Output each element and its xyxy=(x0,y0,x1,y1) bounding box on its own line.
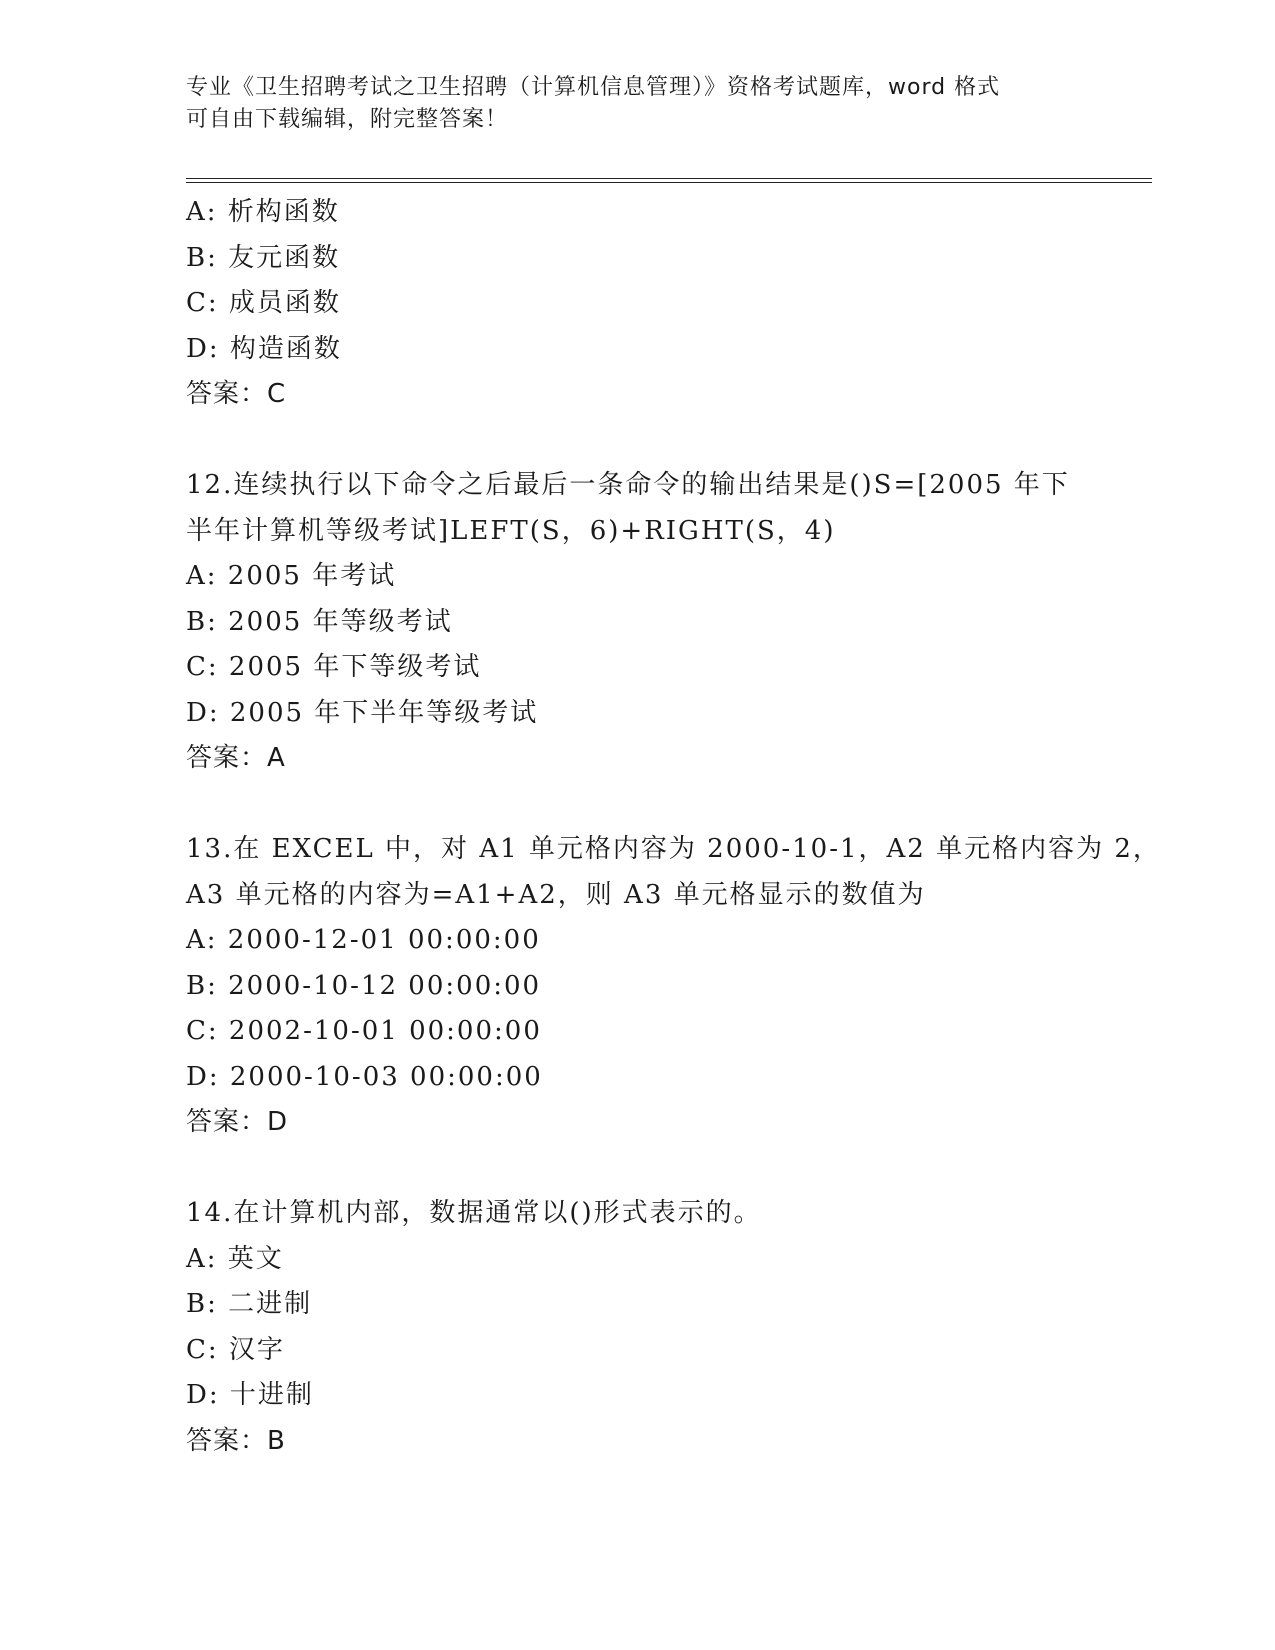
question-stem: 14.在计算机内部，数据通常以()形式表示的。 xyxy=(186,1198,762,1228)
document-header xyxy=(186,72,1086,136)
question-13 xyxy=(186,827,1161,1146)
question-stem: A3 单元格的内容为=A1+A2，则 A3 单元格显示的数值为 xyxy=(186,879,926,910)
option-d: D: 2005 年下半年等级考试 xyxy=(186,697,539,728)
question-12 xyxy=(186,463,1146,782)
question-list xyxy=(186,190,1161,1464)
header-line-2: 可自由下载编辑，附完整答案！ xyxy=(186,107,509,132)
option-b: B: 友元函数 xyxy=(186,242,341,273)
answer-line: 答案：D xyxy=(186,1107,289,1137)
answer-line: 答案：C xyxy=(186,379,287,409)
question-11-continued xyxy=(186,190,1146,418)
option-a: A: 2005 年考试 xyxy=(186,561,397,591)
option-d: D: 2000-10-03 00:00:00 xyxy=(186,1061,543,1092)
option-c: C: 2005 年下等级考试 xyxy=(186,652,482,682)
question-stem: 半年计算机等级考试]LEFT(S，6)+RIGHT(S，4) xyxy=(186,515,836,546)
option-a: A: 析构函数 xyxy=(186,197,340,227)
header-line-1: 专业《卫生招聘考试之卫生招聘（计算机信息管理）》资格考试题库，word 格式 xyxy=(186,75,1001,100)
question-14 xyxy=(186,1191,1146,1464)
answer-line: 答案：B xyxy=(186,1425,286,1456)
option-b: B: 2005 年等级考试 xyxy=(186,606,453,637)
option-c: C: 2002-10-01 00:00:00 xyxy=(186,1016,542,1046)
option-c: C: 成员函数 xyxy=(186,288,341,318)
option-a: A: 英文 xyxy=(186,1243,284,1274)
option-c: C: 汉字 xyxy=(186,1334,285,1365)
option-a: A: 2000-12-01 00:00:00 xyxy=(186,925,541,955)
option-d: D: 十进制 xyxy=(186,1380,314,1410)
option-d: D: 构造函数 xyxy=(186,333,342,364)
answer-line: 答案：A xyxy=(186,743,286,773)
header-divider xyxy=(186,178,1152,183)
option-b: B: 二进制 xyxy=(186,1289,313,1319)
option-b: B: 2000-10-12 00:00:00 xyxy=(186,970,542,1001)
question-stem: 12.连续执行以下命令之后最后一条命令的输出结果是()S=[2005 年下 xyxy=(186,470,1070,500)
question-stem: 13.在 EXCEL 中，对 A1 单元格内容为 2000-10-1，A2 单元格内容为 2， xyxy=(186,834,1161,864)
